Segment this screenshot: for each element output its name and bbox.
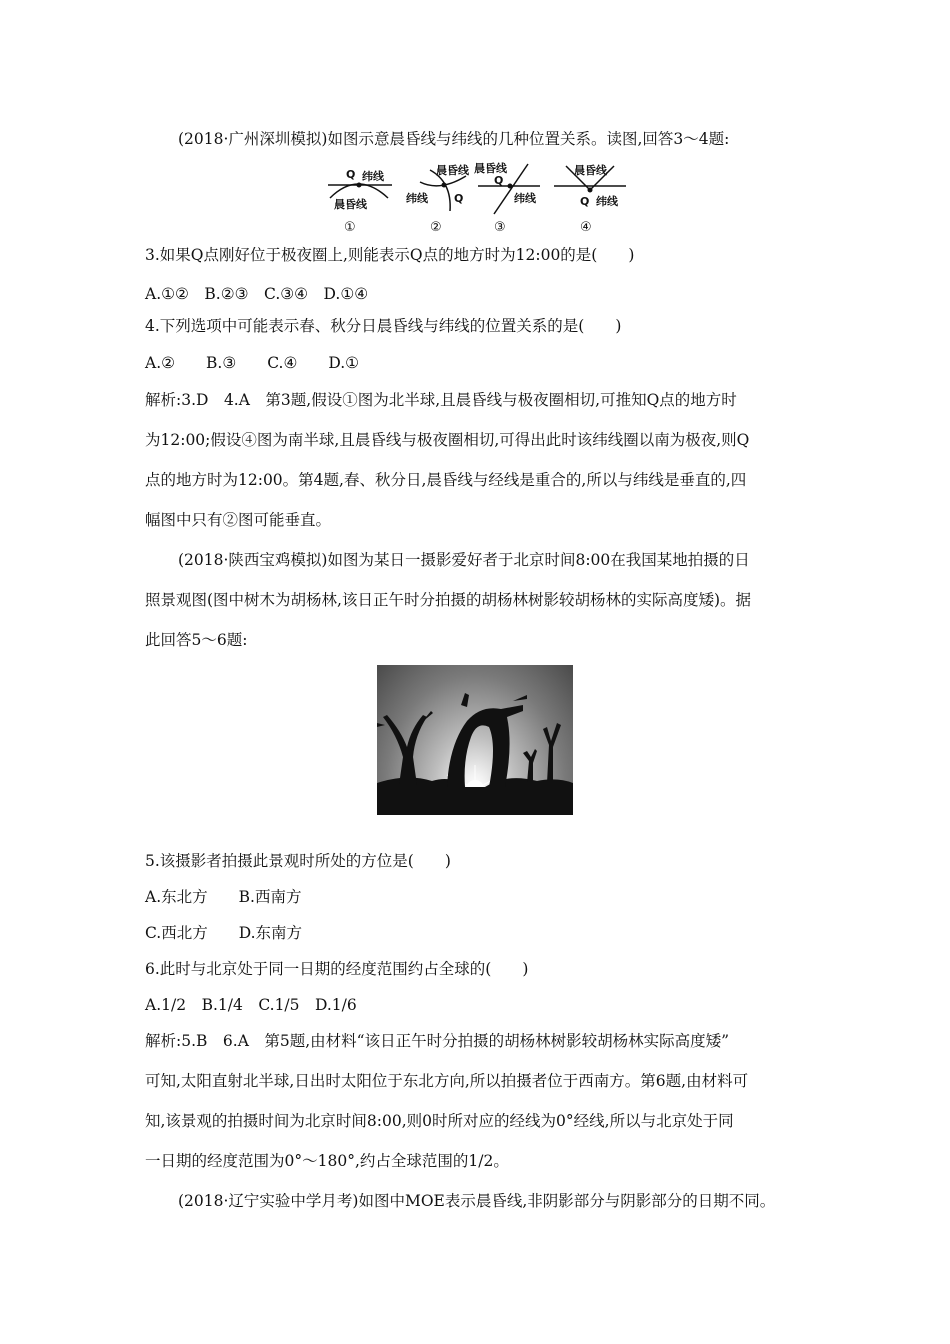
question-5: 5.该摄影者拍摄此景观时所处的方位是( ) <box>145 852 451 870</box>
diagram-3 <box>474 161 540 235</box>
question-5-options-row-2: C.西北方 D.东南方 <box>145 924 303 942</box>
d1-terminator-label: 晨昏线 <box>334 198 367 211</box>
intro-q3-4: (2018·广州深圳模拟)如图示意晨昏线与纬线的几种位置关系。读图,回答3～4题: <box>178 130 730 148</box>
question-6: 6.此时与北京处于同一日期的经度范围约占全球的( ) <box>145 960 529 978</box>
d2-q-label: Q <box>454 192 464 205</box>
terminator-latitude-svg <box>318 156 638 236</box>
populus-silhouette-icon <box>377 665 573 815</box>
d2-terminator-label: 晨昏线 <box>436 164 469 177</box>
analysis-5-6-line-1: 解析:5.B 6.A 第5题,由材料“该日正午时分拍摄的胡杨林树影较胡杨林实际高度矮” <box>145 1032 730 1050</box>
analysis-5-6-line-4: 一日期的经度范围为0°～180°,约占全球范围的1/2。 <box>145 1152 509 1170</box>
analysis-5-6-line-2: 可知,太阳直射北半球,日出时太阳位于东北方向,所以拍摄者位于西南方。第6题,由材料可 <box>145 1072 749 1090</box>
analysis-3-4-line-1: 解析:3.D 4.A 第3题,假设①图为北半球,且晨昏线与极夜圈相切,可推知Q点的地方时 <box>145 391 737 409</box>
d1-q-label: Q <box>346 168 356 181</box>
analysis-3-4-line-4: 幅图中只有②图可能垂直。 <box>145 511 332 529</box>
intro-q5-6-line-2: 照景观图(图中树木为胡杨林,该日正午时分拍摄的胡杨林树影较胡杨林的实际高度矮)。据 <box>145 591 752 609</box>
question-3: 3.如果Q点刚好位于极夜圈上,则能表示Q点的地方时为12:00的是( ) <box>145 246 635 264</box>
analysis-3-4-line-2: 为12:00;假设④图为南半球,且晨昏线与极夜圈相切,可得出此时该纬线圈以南为极夜,则Q <box>145 431 750 449</box>
d4-q-label: Q <box>580 195 590 208</box>
analysis-3-4-line-3: 点的地方时为12:00。第4题,春、秋分日,晨昏线与经线是重合的,所以与纬线是垂直的,四 <box>145 471 747 489</box>
intro-q5-6-line-1: (2018·陕西宝鸡模拟)如图为某日一摄影爱好者于北京时间8:00在我国某地拍摄的日 <box>178 551 750 569</box>
d2-number: ② <box>430 220 442 235</box>
d4-latitude-label: 纬线 <box>596 195 618 208</box>
diagram-4 <box>554 163 626 235</box>
d1-latitude-label: 纬线 <box>362 170 384 183</box>
d3-number: ③ <box>494 220 506 235</box>
d2-latitude-label: 纬线 <box>406 192 428 205</box>
intro-q5-6-line-3: 此回答5～6题: <box>145 631 248 649</box>
question-4: 4.下列选项中可能表示春、秋分日晨昏线与纬线的位置关系的是( ) <box>145 317 622 335</box>
analysis-5-6-line-3: 知,该景观的拍摄时间为北京时间8:00,则0时所对应的经线为0°经线,所以与北京处于同 <box>145 1112 734 1130</box>
diagram-2 <box>406 163 470 235</box>
d4-number: ④ <box>580 220 592 235</box>
terminator-latitude-figure <box>318 156 638 236</box>
intro-next-question: (2018·辽宁实验中学月考)如图中MOE表示晨昏线,非阴影部分与阴影部分的日期不同。 <box>178 1192 776 1210</box>
question-3-options: A.①② B.②③ C.③④ D.①④ <box>145 285 369 303</box>
d1-number: ① <box>344 220 356 235</box>
d3-latitude-label: 纬线 <box>514 192 536 205</box>
question-5-options-row-1: A.东北方 B.西南方 <box>145 888 302 906</box>
question-6-options: A.1/2 B.1/4 C.1/5 D.1/6 <box>145 996 357 1014</box>
d4-terminator-label: 晨昏线 <box>574 164 607 177</box>
diagram-1 <box>328 168 392 235</box>
d3-q-label: Q <box>494 174 504 187</box>
d3-terminator-label: 晨昏线 <box>474 162 507 175</box>
populus-sunrise-photo <box>377 665 573 815</box>
question-4-options: A.② B.③ C.④ D.① <box>145 354 360 372</box>
